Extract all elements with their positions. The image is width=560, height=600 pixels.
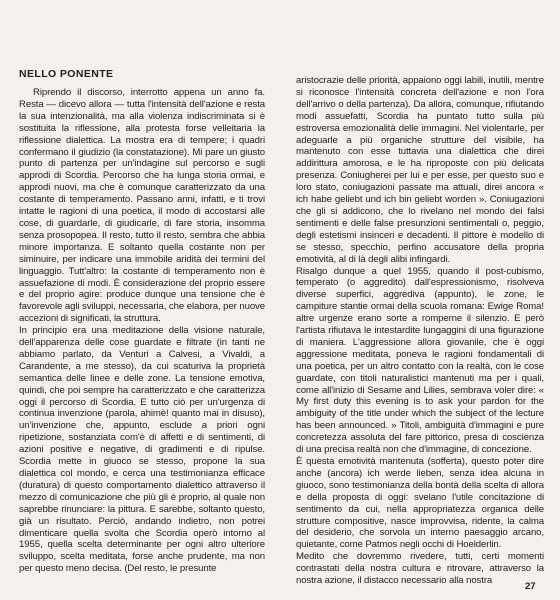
paragraph: In principio era una meditazione della visione naturale, dell'apparenza delle cose guardate e filtrate (in tanti ne abbiamo parlato, da Venturi a Calvesi, a Vivaldi, a Carandente, a me stesso), da cui scaturiva la proprietà semantica delle linee e delle zone. La tensione emotiva, quindi, che poi sempre ha caratterizzato e che caratterizza oggi il percorso di Scordia. E tutto ciò per un'urgenza di continua invenzione (parola, ahimè! quanto mai in disuso), un'invenzione che, appunto, esclude a priori ogni ripetizione, sostanziata com'è di affetti e di sentimenti, di azioni positive e negative, di gradimenti e di ripulse. Scordia mette in giuoco se stesso, propone la sua dialettica col mondo, e cerca una testimonianza efficace (duratura) di questo comportamento dialettico attraverso il mezzo di comunicazione che più gli è proprio, al quale non saprebbe rinunciare: la pittura. E sarebbe, soltanto questo, già un risultato. Perciò, andando indietro, non potrei dimenticare quella svolta che Scordia operò intorno al 1955, quella scelta determinante per ogni altro ulteriore sviluppo, scelta meditata, forse anche prudente, ma non per questo meno decisa. (Del resto, le presunte (19, 325, 265, 575)
page-number: 27 (525, 581, 536, 592)
paragraph: Risalgo dunque a quel 1955, quando il post-cubismo, temperato (o aggredito) dall'espressionismo, risolveva diverse superfici, aggrediva (appunto), le zone, le campiture stantie ormai della scuola romana: Ewige Roma! altre urgenze erano sorte a romperne il silenzio. E però l'artista rifiutava le intestardite lungaggini di una figurazione di maniera. L'aggressione allora giovanile, che è oggi aggressione meditata, poneva le ragioni fondamentali di una poetica, per un altro contatto con la realtà, con le cose guardate, con titoli naturalistici mantenuti ma per i quali, come all'inizio di Sesame and Lilies, sembrava voler dire: « My first duty this evening is to ask your pardon for the ambiguity of the title under which the subject of the lecture has been announced. » Titoli, ambiguità d'immagini e pure concretezza assoluta del fare pittorico, presa di coscienza di una precisa realtà non che d'immagine, di concezione. (296, 265, 544, 456)
paragraph: Medito che dovremmo rivedere, tutti, certi momenti contrastati della nostra cultura e ritrovare, attraverso la nostra azione, il distacco necessario alla nostra (296, 551, 544, 587)
left-text-column (19, 87, 265, 575)
article-heading: NELLO PONENTE (19, 68, 114, 80)
paragraph: Riprendo il discorso, interrotto appena un anno fa. Resta — dicevo allora — tutta l'intensità dell'azione e resta la sua intenzionalità, ma alla violenza indiscriminata si è sostituita la riflessione, alla protesta forse velleitaria la riflessione dialettica. La mostra era di tempere; i quadri confermano il giudizio (la constatazione). Mi pare un giusto punto di partenza per un'indagine sul percorso e sugli approdi di Scordia. Percorso che ha lunga storia ormai, e approdi nuovi, ma che è comunque caratterizzato da una costante di temperamento. Passano anni, infatti, e ti trovi intatte le ragioni di una poetica, il modo di accostarsi alle cose, di guardarle, di giudicarle, di fare storia, insomma senza prosopopea. Il resto, tutto il resto, sembra che abbia minore importanza. E soltanto quella costante non per siminuire, per indicare una immobile aridità dei termini del linguaggio. Tutt'altro: la costante di temperamento non è assuefazione di modi. È considerazione del proprio essere e del proprio agire: produce dunque una tensione che è favorevole agli sviluppi, necessaria, che elabora, per nuove accezioni di significati, la struttura. (19, 87, 265, 325)
right-text-column (296, 75, 544, 587)
paragraph: aristocrazie delle priorità, appaiono oggi labili, inutili, mentre si riconosce l'intensità concreta dell'azione e non l'ora dell'arrivo o della partenza). Da allora, comunque, rifiutando modi assuefatti, Scordia ha puntato tutto sulla più estroversa emozionalità delle immagini. Nel violentarle, per adeguarle a più organiche strutture del visibile, ha mantenuto con esse tuttavia una dialettica che direi addirittura amorosa, e le ha riproposte con più delicata presenza. Coniugherei per lui e per esse, per questo suo e loro stato, coniugazioni passate ma attuali, direi ancora « ich habe geliebt und ich bin geliebt worden ». Coniugazioni che gli si addicono, che lo rivelano nel mondo dei falsi sentimenti e delle false presunzioni sentimentali o, peggio, degli estetismi insinceri e decadenti. Il pittore è modello di se stesso, specchio, perfino accusatore della propria emotività, al di là degli alibi infingardi. (296, 75, 544, 265)
paragraph: È questa emotività mantenuta (sofferta), questo poter dire anche (ancora) ich werde lieben, senza idea alcuna in giuoco, sono testimonianza della bontà della scelta di allora e della proposta di oggi: svelano l'utile concitazione di sentimento da cui, nella appropriatezza organica delle strutture compositive, nasce improvvisa, ridente, la calma del desiderio, che sorvola un interno paesaggio arcano, quietante, come Patmos negli occhi di Hoelderlin. (296, 456, 544, 551)
